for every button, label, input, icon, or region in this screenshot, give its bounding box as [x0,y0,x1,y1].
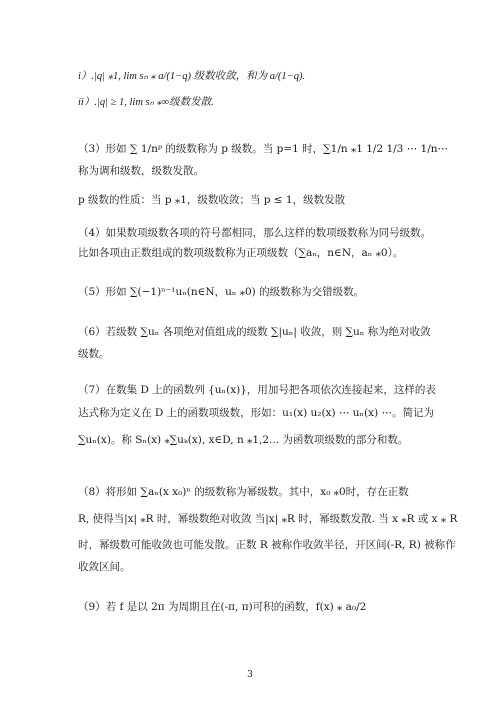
text-line-5: p 级数的性质：当 p ⁎1，级数收敛；当 p ≤ 1，级数发散 [78,194,346,206]
text-line-6: （4）如果数项级数各项的符号都相同，那么这样的数项级数称为同号级数。 [78,227,432,239]
text-line-2: ii）.|q| ≥ 1, lim sₙ ⁎∞级数发散. [78,97,214,108]
text-line-11: （7）在数集 D 上的函数列 {uₙ(x)}，用加号把各项依次连接起来，这样的表 [78,384,436,396]
text-line-17: 收敛区间。 [78,561,131,573]
text-line-16: 时，幂级数可能收敛也可能发散。正数 R 被称作收敛半径，开区间(-R, R) 被称作 [78,539,456,551]
text-line-14: （8）将形如 ∑aₙ(x x₀)ⁿ 的级数称为幂级数。其中，x₀ ⁎0时，存在正数 [78,486,409,498]
text-line-13: ∑uₙ(x)。称 Sₙ(x) ⁎∑uₖ(x), x∈D, n ⁎1,2... 为函数项级数的部分和数。 [78,434,409,446]
text-line-3: （3）形如 ∑ 1/nᵖ 的级数称为 p 级数。当 p=1 时，∑1/n ⁎1 1/2 1/3 ⋯ 1/n⋯ [78,143,449,155]
text-line-12: 达式称为定义在 D 上的函数项级数，形如：u₁(x) u₂(x) ⋯ uₙ(x) ⋯。简记为 [78,407,435,419]
text-line-7: 比如各项由正数组成的数项级数称为正项级数（∑aₙ，n∈N，aₙ ⁎0）。 [78,247,404,259]
text-line-18: （9）若 f 是以 2π 为周期且在(-π, π)可积的函数，f(x) ⁎ a₀/2 [78,601,367,613]
page-number: 3 [247,670,253,680]
text-line-9: （6）若级数 ∑uₙ 各项绝对值组成的级数 ∑|uₙ| 收敛，则 ∑uₙ 称为绝对收敛 [78,326,431,338]
text-line-8: （5）形如 ∑(−1)ⁿ⁻¹uₙ(n∈N，uₙ ⁎0) 的级数称为交错级数。 [78,286,365,298]
text-line-10: 级数。 [78,348,110,360]
text-line-1: i）.|q| ⁎1, lim sₙ ⁎ a/(1−q) 级数收敛，和为 a/(1−q). [78,71,306,82]
text-line-4: 称为调和级数，级数发散。 [78,165,204,177]
text-line-15: R, 使得当|x| ⁎R 时，幂级数绝对收敛 当|x| ⁎R 时，幂级数发散. 当 x ⁎R 或 x ⁎ R [78,513,458,525]
